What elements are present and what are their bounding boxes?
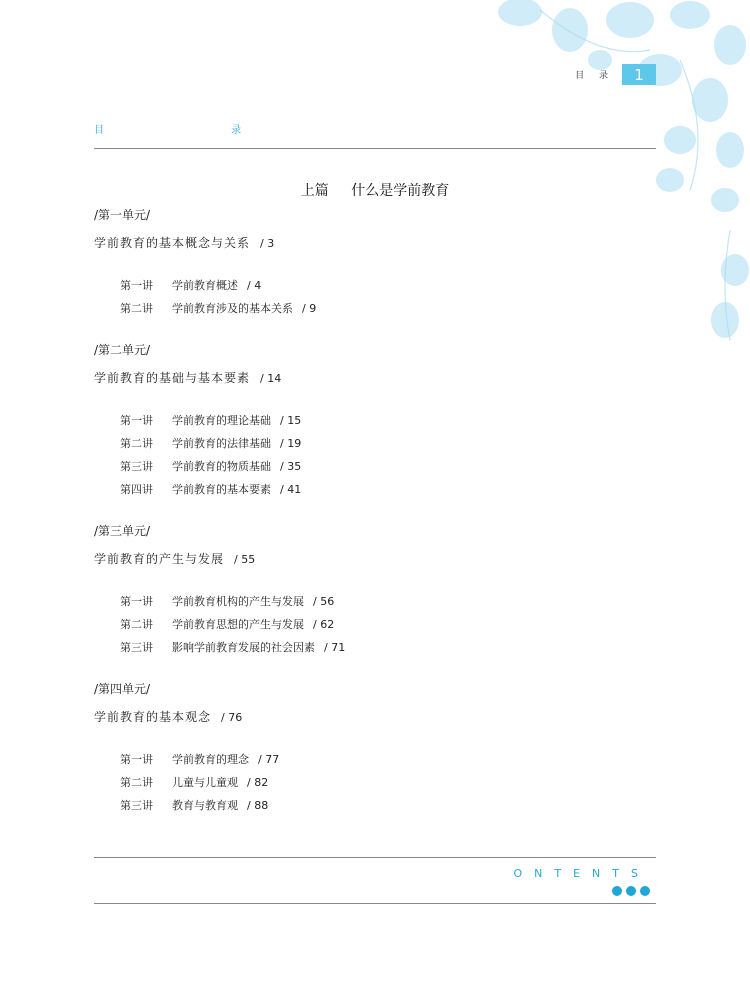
lecture-title: 学前教育涉及的基本关系 bbox=[172, 302, 293, 315]
unit-page: / 76 bbox=[221, 711, 243, 724]
footer-dots bbox=[612, 886, 650, 896]
lecture-page: / 35 bbox=[280, 460, 302, 473]
unit-entry[interactable] bbox=[94, 370, 656, 387]
lecture-page: / 56 bbox=[313, 595, 335, 608]
unit-label: /第三单元/ bbox=[94, 524, 151, 538]
unit-section bbox=[94, 523, 656, 659]
lecture-entry[interactable] bbox=[120, 478, 656, 501]
lecture-entry[interactable] bbox=[120, 748, 656, 771]
lecture-number: 第二讲 bbox=[120, 618, 153, 631]
lecture-page: / 9 bbox=[302, 302, 317, 315]
lecture-entry[interactable] bbox=[120, 590, 656, 613]
dot-icon bbox=[640, 886, 650, 896]
lecture-number: 第一讲 bbox=[120, 414, 153, 427]
unit-entry[interactable] bbox=[94, 551, 656, 568]
lecture-page: / 88 bbox=[247, 799, 269, 812]
lecture-entry[interactable] bbox=[120, 455, 656, 478]
lecture-page: / 15 bbox=[280, 414, 302, 427]
unit-title: 学前教育的产生与发展 bbox=[94, 552, 225, 566]
lecture-number: 第二讲 bbox=[120, 437, 153, 450]
lecture-number: 第二讲 bbox=[120, 302, 153, 315]
lecture-title: 儿童与儿童观 bbox=[172, 776, 238, 789]
lecture-number: 第一讲 bbox=[120, 595, 153, 608]
lecture-page: / 62 bbox=[313, 618, 335, 631]
lecture-number: 第二讲 bbox=[120, 776, 153, 789]
table-of-contents bbox=[94, 207, 656, 839]
lecture-number: 第三讲 bbox=[120, 799, 153, 812]
lecture-entry[interactable] bbox=[120, 432, 656, 455]
lecture-entry[interactable] bbox=[120, 297, 656, 320]
unit-label: /第一单元/ bbox=[94, 208, 151, 222]
lecture-title: 学前教育概述 bbox=[172, 279, 238, 292]
lecture-list bbox=[94, 748, 656, 817]
lecture-title: 学前教育机构的产生与发展 bbox=[172, 595, 304, 608]
unit-entry[interactable] bbox=[94, 235, 656, 252]
lecture-page: / 77 bbox=[258, 753, 280, 766]
lecture-entry[interactable] bbox=[120, 636, 656, 659]
lecture-list bbox=[94, 274, 656, 320]
lecture-page: / 19 bbox=[280, 437, 302, 450]
lecture-entry[interactable] bbox=[120, 409, 656, 432]
unit-title: 学前教育的基本观念 bbox=[94, 710, 212, 724]
lecture-title: 学前教育的基本要素 bbox=[172, 483, 271, 496]
unit-section bbox=[94, 342, 656, 501]
header-section-label: 目 录 bbox=[575, 71, 614, 81]
lecture-entry[interactable] bbox=[120, 613, 656, 636]
lecture-title: 学前教育的理论基础 bbox=[172, 414, 271, 427]
bottom-divider-top bbox=[94, 857, 656, 858]
contents-heading: 目 录 bbox=[94, 125, 304, 136]
unit-label: /第二单元/ bbox=[94, 343, 151, 357]
lecture-entry[interactable] bbox=[120, 771, 656, 794]
lecture-list bbox=[94, 409, 656, 501]
lecture-page: / 71 bbox=[324, 641, 346, 654]
dot-icon bbox=[626, 886, 636, 896]
page-number-badge: 1 bbox=[622, 64, 656, 85]
contents-wordmark: ONTENTS bbox=[513, 867, 650, 880]
part-title: 上篇 什么是学前教育 bbox=[300, 183, 450, 199]
unit-page: / 3 bbox=[260, 237, 275, 250]
top-divider bbox=[94, 148, 656, 149]
lecture-page: / 4 bbox=[247, 279, 262, 292]
lecture-page: / 41 bbox=[280, 483, 302, 496]
lecture-number: 第三讲 bbox=[120, 460, 153, 473]
bottom-divider-bottom bbox=[94, 903, 656, 904]
unit-entry[interactable] bbox=[94, 709, 656, 726]
lecture-page: / 82 bbox=[247, 776, 269, 789]
lecture-number: 第三讲 bbox=[120, 641, 153, 654]
dot-icon bbox=[612, 886, 622, 896]
unit-title: 学前教育的基础与基本要素 bbox=[94, 371, 251, 385]
unit-page: / 55 bbox=[234, 553, 256, 566]
unit-label: /第四单元/ bbox=[94, 682, 151, 696]
unit-page: / 14 bbox=[260, 372, 282, 385]
lecture-title: 教育与教育观 bbox=[172, 799, 238, 812]
lecture-list bbox=[94, 590, 656, 659]
lecture-title: 影响学前教育发展的社会因素 bbox=[172, 641, 315, 654]
lecture-title: 学前教育思想的产生与发展 bbox=[172, 618, 304, 631]
running-header bbox=[575, 64, 656, 85]
lecture-title: 学前教育的理念 bbox=[172, 753, 249, 766]
lecture-title: 学前教育的物质基础 bbox=[172, 460, 271, 473]
lecture-title: 学前教育的法律基础 bbox=[172, 437, 271, 450]
lecture-number: 第一讲 bbox=[120, 279, 153, 292]
lecture-entry[interactable] bbox=[120, 274, 656, 297]
lecture-number: 第一讲 bbox=[120, 753, 153, 766]
unit-section bbox=[94, 207, 656, 320]
unit-title: 学前教育的基本概念与关系 bbox=[94, 236, 251, 250]
unit-section bbox=[94, 681, 656, 817]
lecture-entry[interactable] bbox=[120, 794, 656, 817]
lecture-number: 第四讲 bbox=[120, 483, 153, 496]
